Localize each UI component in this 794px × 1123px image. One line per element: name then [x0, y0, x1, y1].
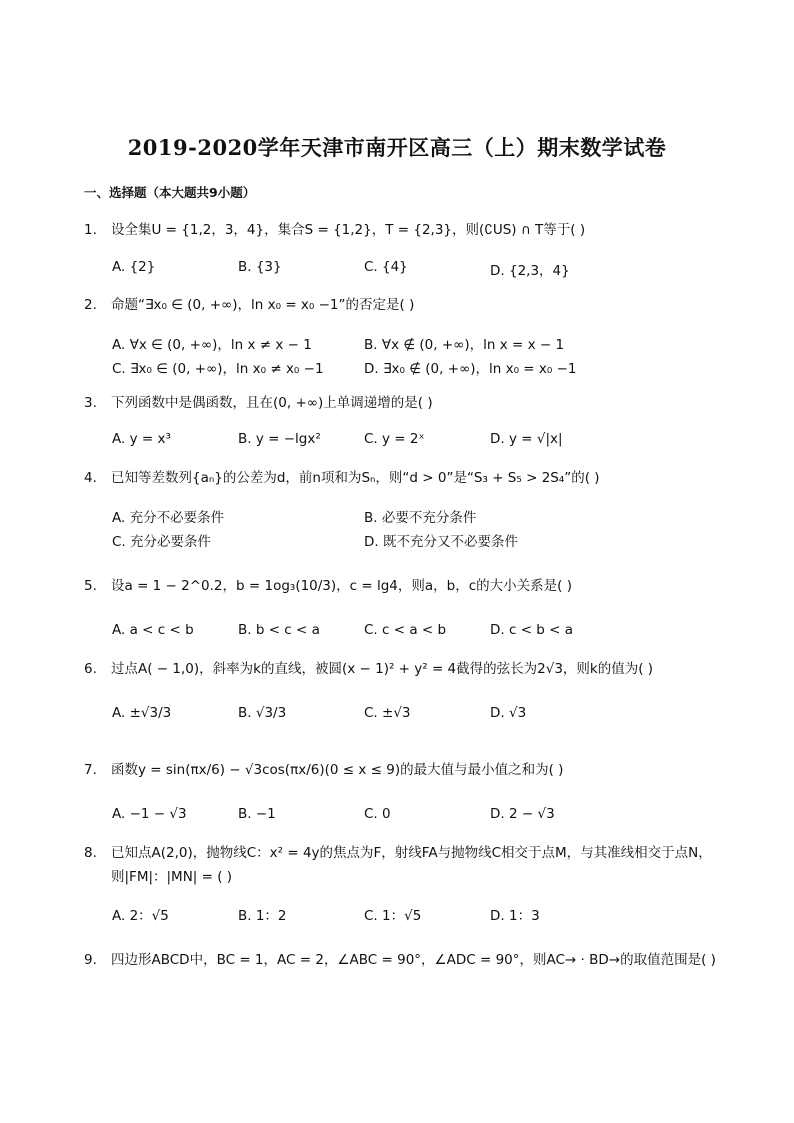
question-5 [84, 574, 724, 598]
question-number: 8. [84, 845, 97, 861]
question-number: 5. [84, 578, 97, 594]
question-stem: 过点A( − 1,0)，斜率为k的直线，被圆(x − 1)² + y² = 4截得的弦长为2√3，则k的值为( ) [111, 661, 654, 677]
option-d: D. y = √|x| [490, 431, 563, 447]
option-c: C. {4} [364, 259, 408, 275]
option-d: D. {2,3，4} [490, 263, 570, 279]
option-a: A. 充分不必要条件 [112, 510, 225, 526]
question-stem: 函数y = sin(πx/6) − √3cos(πx/6)(0 ≤ x ≤ 9)的最大值与最小值之和为( ) [111, 762, 564, 778]
question-7 [84, 758, 724, 782]
option-b: B. b < c < a [238, 622, 320, 638]
question-number: 9. [84, 952, 97, 968]
question-stem: 已知点A(2,0)，抛物线C：x² = 4y的焦点为F，射线FA与抛物线C相交于点M，与其准线相交于点N，则|FM|：|MN| = ( ) [111, 845, 712, 885]
option-b: B. −1 [238, 806, 276, 822]
option-d: D. 既不充分又不必要条件 [364, 534, 518, 550]
question-8 [84, 841, 724, 889]
question-number: 3. [84, 395, 97, 411]
question-1 [84, 218, 724, 242]
option-b: B. y = −lgx² [238, 431, 321, 447]
question-stem: 已知等差数列{aₙ}的公差为d，前n项和为Sₙ，则“d > 0”是“S₃ + S₅ > 2S₄”的( ) [111, 470, 600, 486]
option-b: B. √3/3 [238, 705, 287, 721]
question-stem: 四边形ABCD中，BC = 1，AC = 2，∠ABC = 90°，∠ADC = 90°，则AC→ · BD→的取值范围是( ) [111, 952, 716, 968]
option-c: C. ±√3 [364, 705, 411, 721]
option-c: C. 充分必要条件 [112, 534, 212, 550]
exam-title: 2019-2020学年天津市南开区高三（上）期末数学试卷 [127, 135, 667, 160]
question-4 [84, 466, 724, 490]
option-c: C. ∃x₀ ∈ (0, +∞)，ln x₀ ≠ x₀ −1 [112, 361, 324, 377]
option-a: A. 2：√5 [112, 908, 169, 924]
question-number: 4. [84, 470, 97, 486]
option-d: D. √3 [490, 705, 527, 721]
question-3 [84, 391, 724, 415]
option-c: C. y = 2ˣ [364, 431, 425, 447]
option-d: D. 1：3 [490, 908, 540, 924]
option-d: D. ∃x₀ ∉ (0, +∞)，ln x₀ = x₀ −1 [364, 361, 577, 377]
question-number: 2. [84, 297, 97, 313]
option-a: A. −1 − √3 [112, 806, 187, 822]
question-stem: 设全集U = {1,2，3，4}，集合S = {1,2}，T = {2,3}，则(∁US) ∩ T等于( ) [111, 222, 586, 238]
option-a: A. ±√3/3 [112, 705, 172, 721]
option-c: C. 1：√5 [364, 908, 422, 924]
option-a: A. y = x³ [112, 431, 171, 447]
question-9 [84, 948, 724, 972]
question-number: 6. [84, 661, 97, 677]
question-stem: 设a = 1 − 2^0.2，b = 1og₃(10/3)，c = lg4，则a，b，c的大小关系是( ) [111, 578, 572, 594]
option-b: B. ∀x ∉ (0, +∞)，ln x = x − 1 [364, 337, 565, 353]
option-b: B. 必要不充分条件 [364, 510, 477, 526]
question-number: 7. [84, 762, 97, 778]
question-6 [84, 657, 724, 681]
question-stem: 命题“∃x₀ ∈ (0, +∞)，ln x₀ = x₀ −1”的否定是( ) [111, 297, 415, 313]
question-stem: 下列函数中是偶函数，且在(0, +∞)上单调递增的是( ) [111, 395, 433, 411]
question-2 [84, 293, 724, 317]
section-heading: 一、选择题（本大题共9小题） [84, 185, 256, 200]
option-a: A. ∀x ∈ (0, +∞)，ln x ≠ x − 1 [112, 337, 312, 353]
option-c: C. 0 [364, 806, 391, 822]
option-c: C. c < a < b [364, 622, 447, 638]
option-d: D. 2 − √3 [490, 806, 555, 822]
option-a: A. {2} [112, 259, 156, 275]
question-number: 1. [84, 222, 97, 238]
option-d: D. c < b < a [490, 622, 574, 638]
option-a: A. a < c < b [112, 622, 194, 638]
option-b: B. {3} [238, 259, 282, 275]
option-b: B. 1：2 [238, 908, 287, 924]
